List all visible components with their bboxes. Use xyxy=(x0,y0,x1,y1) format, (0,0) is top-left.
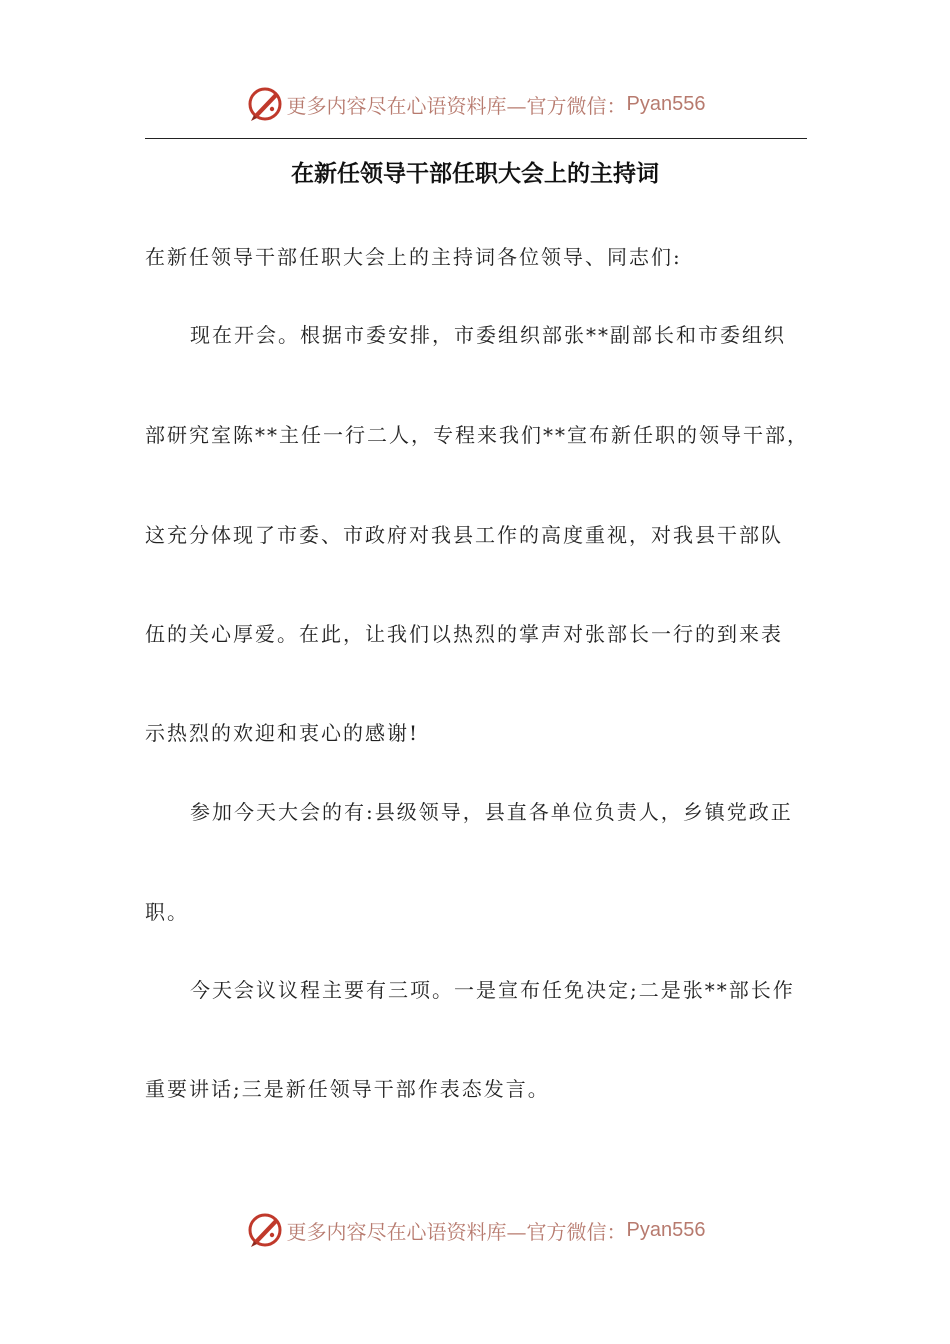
text-line-7: 参加今天大会的有:县级领导，县直各单位负责人，乡镇党政正 xyxy=(190,800,793,824)
text-line-2: 现在开会。根据市委安排，市委组织部张**副部长和市委组织 xyxy=(190,323,786,347)
pen-logo-icon xyxy=(245,84,285,124)
brand-slogan: 更多内容尽在心语资料库—官方微信： xyxy=(286,1219,627,1244)
text-line-9: 今天会议议程主要有三项。一是宣布任免决定;二是张**部长作 xyxy=(190,978,795,1002)
text-line-5: 伍的关心厚爱。在此，让我们以热烈的掌声对张部长一行的到来表 xyxy=(145,622,783,646)
text-line-10: 重要讲话;三是新任领导干部作表态发言。 xyxy=(145,1077,550,1101)
document-title: 在新任领导干部任职大会上的主持词 xyxy=(291,161,659,187)
text-line-6: 示热烈的欢迎和衷心的感谢! xyxy=(145,721,420,745)
text-line-3: 部研究室陈**主任一行二人，专程来我们**宣布新任职的领导干部， xyxy=(145,423,809,447)
brand-wechat-id: Pyan556 xyxy=(626,92,706,115)
text-line-8: 职。 xyxy=(145,900,189,924)
text-line-1: 在新任领导干部任职大会上的主持词各位领导、同志们: xyxy=(145,245,682,269)
header-brand xyxy=(0,82,950,126)
header-divider xyxy=(145,138,807,139)
brand-wechat-id: Pyan556 xyxy=(626,1218,706,1241)
pen-logo-icon xyxy=(245,1210,285,1250)
footer-brand xyxy=(0,1208,950,1252)
brand-slogan: 更多内容尽在心语资料库—官方微信： xyxy=(286,93,627,118)
text-line-4: 这充分体现了市委、市政府对我县工作的高度重视，对我县干部队 xyxy=(145,523,783,547)
